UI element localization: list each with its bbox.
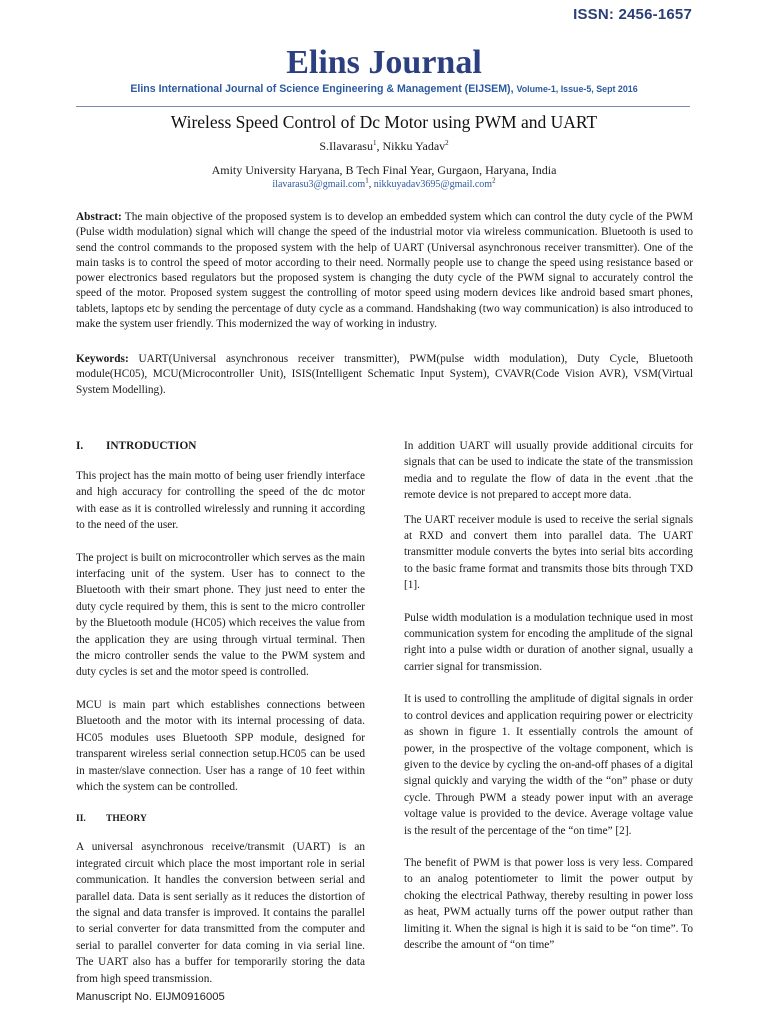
journal-title: Elins Journal [286, 44, 482, 81]
paragraph: The benefit of PWM is that power loss is very less. Compared to an analog potentiometer to limit the power output by choking the electrical Pathway, thereby resulting in power loss as heat, PWM actually turns off the power output rather than limiting it. When the signal is high it is said to be “on time”. To describe the amount of “on time” [404, 856, 693, 951]
abstract-text: The main objective of the proposed system is to develop an embedded system which can control the duty cycle of the PWM (Pulse width modulation) signal which will change the speed of the industrial motor via wireless communication. Bluetooth is used to send the control commands to the proposed system with the help of UART (Universal asynchronous receiver transmitter). One of the main tasks is to control the speed of motor according to their need. Normally people use to change the speed using resistance based or power electronics based regulators but the proposed system is changing the duty cycle of the PWM signal to accurately control the speed of the motor. Proposed system suggest the controlling of motor speed using modern devices like android based smart phones, tablets, laptops etc by sending the percentage of duty cycle as a command. Handshaking (two way communication) is also introduced to make the system user friendly. This modernized the way of working in industry. [76, 211, 693, 331]
keywords [76, 352, 693, 398]
author-1-sup: 1 [372, 139, 377, 147]
emails [0, 178, 768, 192]
right-column [404, 438, 693, 969]
section-heading-introduction [76, 438, 365, 454]
header-divider [76, 106, 690, 107]
author-2-sup: 2 [445, 139, 449, 147]
keywords-label: Keywords: [76, 353, 129, 365]
paragraph: A universal asynchronous receive/transmit (UART) is an integrated circuit which place the most important role in serial communication. It handles the conversion between serial and parallel data. Data is sent serially as it reduces the distortion of the signal and data transfer is improved. It contains the parallel to serial converter for data transmitted from the computer and serial to parallel converter for data coming in via serial line. The UART also has a buffer for temporarily storing the data from high speed transmission. [76, 841, 365, 985]
paragraph: Pulse width modulation is a modulation technique used in most communication system for encoding the amplitude of the signal right into a pulse width or duration of another signal, usually a carrier signal for transmission. [404, 611, 693, 673]
author-2: Nikku Yadav [382, 139, 446, 153]
email-1-link[interactable]: ilavarasu3@gmail.com [272, 179, 366, 190]
abstract-label: Abstract: [76, 211, 122, 223]
section-heading-theory [76, 811, 365, 827]
paper-title: Wireless Speed Control of Dc Motor using PWM and UART [170, 112, 598, 132]
email-separator: , [368, 179, 374, 190]
authors [0, 138, 768, 154]
section-title: INTRODUCTION [106, 440, 197, 452]
paragraph: This project has the main motto of being user friendly interface and high accuracy for controlling the speed of the dc motor with ease as it is controlled wirelessly and running it according to the need of the user. [76, 470, 365, 532]
section-number: I. [76, 440, 84, 452]
keywords-text: UART(Universal asynchronous receiver transmitter), PWM(pulse width modulation), Duty Cycle, Bluetooth module(HC05), MCU(Microcontroller Unit), ISIS(Intelligent Schematic Input System), CVAVR(Code Vision AVR), VSM(Virtual System Modelling). [76, 353, 693, 396]
author-separator: , [376, 139, 383, 153]
journal-full-name: Elins International Journal of Science Engineering & Management (EIJSEM), [130, 83, 514, 95]
issn-label: ISSN: 2456-1657 [573, 6, 692, 23]
email-2-sup: 2 [492, 176, 496, 185]
journal-volume: Volume-1, Issue-5, Sept 2016 [516, 84, 638, 94]
journal-subtitle [0, 82, 768, 96]
affiliation: Amity University Haryana, B Tech Final Year, Gurgaon, Haryana, India [211, 163, 557, 177]
paragraph: The project is built on microcontroller which serves as the main interfacing unit of the system. User has to connect to the Bluetooth with their smart phone. They just need to enter the duty cycle required by them, this is sent to the micro controller by the Bluetooth module (HC05) which receives the value from the application they are using through virtual terminal. Then the micro controller sends the value to the PWM system and duty cycles is set and the motor speed is controlled. [76, 551, 365, 679]
paragraph: It is used to controlling the amplitude of digital signals in order to control devices and application requiring power or electricity as shown in figure 1. It essentially controls the amount of power, in the prospective of the voltage component, which is given to the device by cycling the on-and-off phases of a digital signal quickly and varying the width of the “on” phase or duty cycle. Through PWM a steady power input with an average voltage value is provided to the device. Average voltage value is the result of the percentage of the “on time” [2]. [404, 693, 693, 837]
paragraph: MCU is main part which establishes connections between Bluetooth and the motor with its internal processing of data. HC05 modules uses Bluetooth SPP module, designed for transparent wireless serial connection setup.HC05 can be used in master/slave connection. User has a range of 10 feet within which the system can be controlled. [76, 698, 365, 793]
paragraph: In addition UART will usually provide additional circuits for signals that can be used to indicate the state of the transmission media and to regulate the flow of data in the event .that the remote device is not prepared to accept more data. [404, 440, 693, 502]
email-1-sup: 1 [365, 176, 369, 185]
email-2-link[interactable]: nikkuyadav3695@gmail.com [373, 179, 493, 190]
section-number: II. [76, 814, 86, 825]
abstract [76, 210, 693, 332]
left-column [76, 438, 365, 1003]
author-1: S.Ilavarasu [319, 139, 373, 153]
paragraph: The UART receiver module is used to receive the serial signals at RXD and convert them into parallel data. The UART transmitter module converts the bytes into serial bits according to the basic frame format and transmits those bits through TXD [1]. [404, 513, 693, 592]
manuscript-number: Manuscript No. EIJM0916005 [76, 991, 225, 1003]
section-title: THEORY [106, 814, 147, 825]
